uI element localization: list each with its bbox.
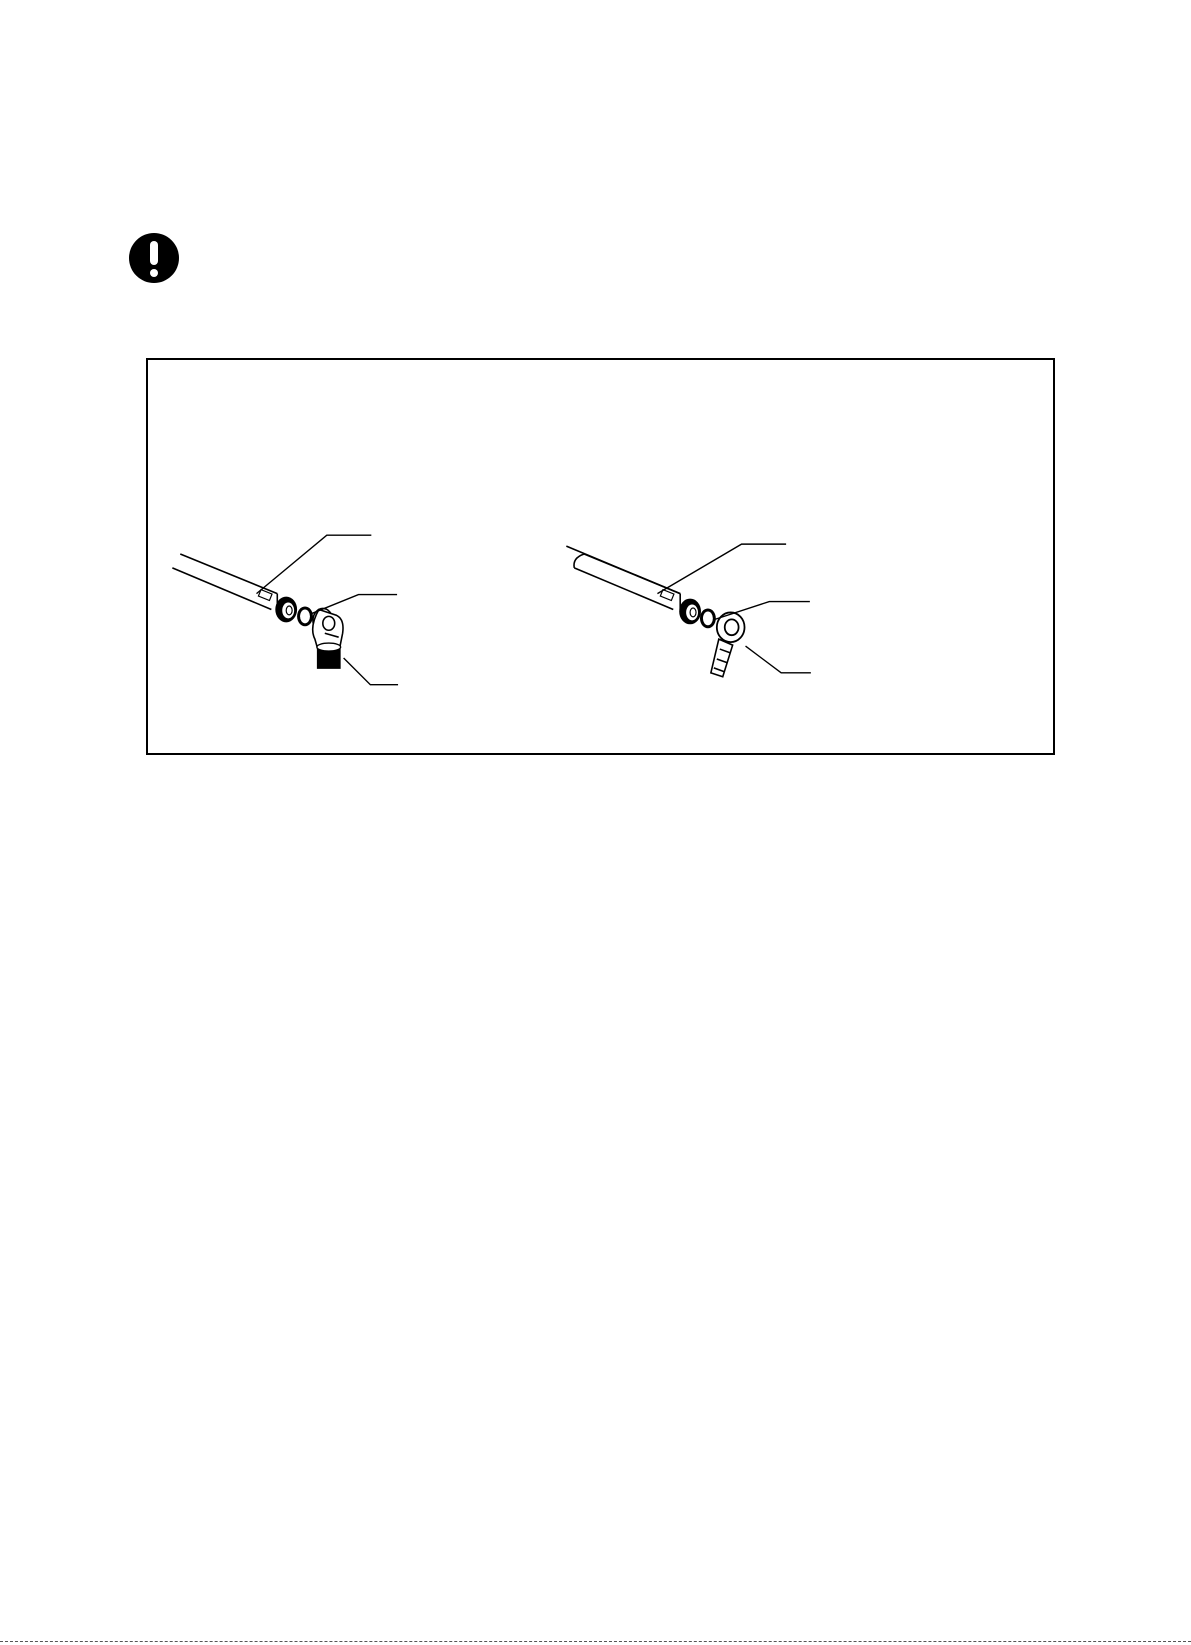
page-bottom-rule [0,1641,1191,1642]
installation-diagram [148,360,1053,753]
hose-pipe-left [172,554,277,609]
hose-pipe-right [566,546,680,609]
hose-with-elbow-fitting [172,535,398,684]
barb-nozzle-right [711,639,733,677]
washer-ring-left [297,606,313,626]
exclamation-mark-icon [128,232,180,284]
threaded-end-left [317,643,341,669]
hex-nut-right [679,599,701,625]
illustration-frame [146,358,1055,755]
hose-with-barb-fitting [566,544,811,677]
washer-ring-right [700,608,716,628]
hex-nut-left [275,597,297,623]
